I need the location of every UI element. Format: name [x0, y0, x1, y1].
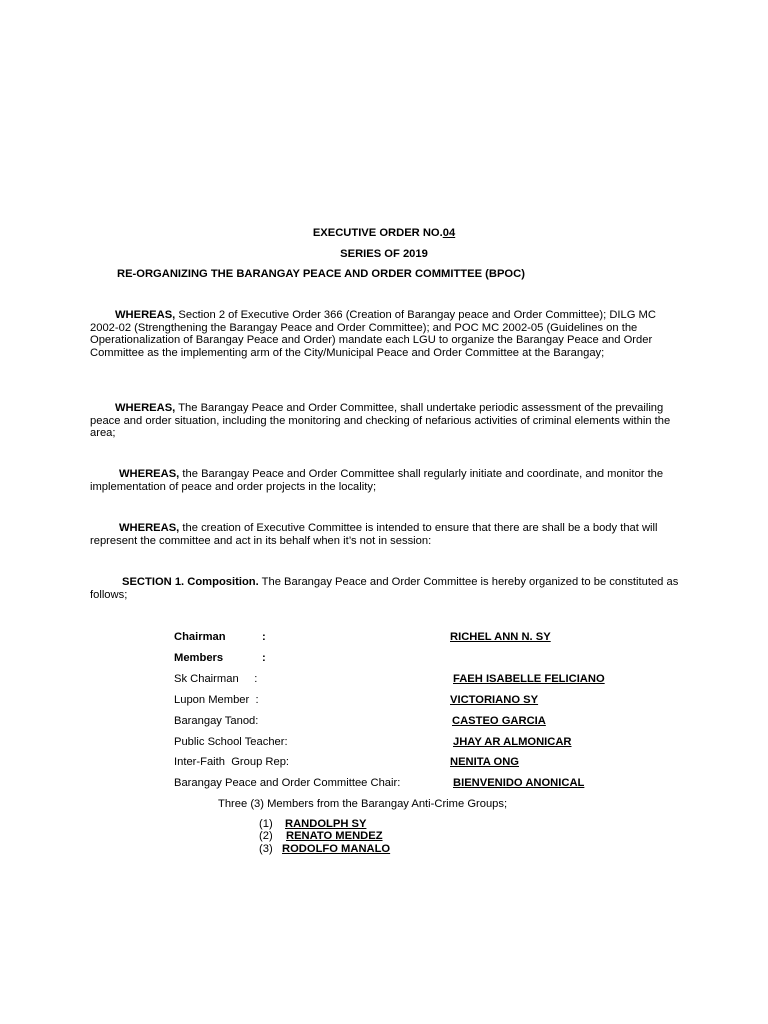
whereas-clause-1	[90, 309, 680, 359]
eo-number: 04	[442, 227, 456, 239]
anti-crime-member-name: RODOLFO MANALO	[282, 843, 391, 855]
school-teacher-name: JHAY AR ALMONICAR	[453, 736, 572, 748]
whereas-clause-3	[90, 468, 680, 493]
whereas-lead: WHEREAS,	[115, 309, 176, 321]
bpoc-chair-name: BIENVENIDO ANONICAL	[453, 777, 585, 789]
chairman-colon: :	[262, 631, 266, 643]
whereas-body: Section 2 of Executive Order 366 (Creation of Barangay peace and Order Committee); DILG MC 2002-02 (Strengthening the Barangay Peace and Order Committee); and POC MC 2002-05 (Guidelines on the Operationalization of Barangay Peace and Order) mandate each LGU to organize the Barangay Peace and Order Committee as the implementing arm of the City/Municipal Peace and Order Committee at the Barangay;	[90, 309, 656, 359]
sk-chairman-name: FAEH ISABELLE FELICIANO	[453, 673, 605, 685]
whereas-lead: WHEREAS,	[115, 402, 176, 414]
executive-order-title	[0, 227, 768, 240]
members-colon: :	[262, 652, 266, 664]
order-subject: RE-ORGANIZING THE BARANGAY PEACE AND ORDER COMMITTEE (BPOC)	[117, 268, 525, 280]
lupon-member-name: VICTORIANO SY	[450, 694, 539, 706]
series-line: SERIES OF 2019	[340, 248, 428, 260]
whereas-body: the Barangay Peace and Order Committee shall regularly initiate and coordinate, and monitor the implementation of peace and order projects in the locality;	[90, 468, 664, 493]
section-1-composition	[90, 576, 680, 601]
barangay-tanod-name: CASTEO GARCIA	[452, 715, 546, 727]
anti-crime-intro: Three (3) Members from the Barangay Anti-Crime Groups;	[218, 798, 508, 810]
chairman-name: RICHEL ANN N. SY	[450, 631, 551, 643]
barangay-tanod-label: Barangay Tanod:	[174, 715, 259, 727]
inter-faith-label: Inter-Faith Group Rep:	[174, 756, 290, 768]
anti-crime-member-name: RANDOLPH SY	[285, 818, 367, 830]
eo-label: EXECUTIVE ORDER NO.	[312, 227, 443, 239]
anti-crime-member-name: RENATO MENDEZ	[286, 830, 383, 842]
lupon-member-label: Lupon Member :	[174, 694, 259, 706]
bpoc-chair-label: Barangay Peace and Order Committee Chair:	[174, 777, 401, 789]
whereas-clause-4	[90, 522, 680, 547]
inter-faith-name: NENITA ONG	[450, 756, 519, 768]
whereas-body: the creation of Executive Committee is intended to ensure that there are shall be a body that will represent the committee and act in its behalf when it’s not in session:	[90, 522, 658, 547]
chairman-label: Chairman	[174, 631, 226, 643]
school-teacher-label: Public School Teacher:	[174, 736, 288, 748]
anti-crime-number: (3)	[259, 843, 273, 855]
section-1-lead: SECTION 1. Composition.	[122, 576, 259, 588]
anti-crime-number: (1)	[259, 818, 273, 830]
sk-chairman-label: Sk Chairman :	[174, 673, 258, 685]
whereas-body: The Barangay Peace and Order Committee, shall undertake periodic assessment of the prevailing peace and order situation, including the monitoring and checking of nefarious activities of criminal elements within the area;	[90, 402, 671, 440]
section-1-body: The Barangay Peace and Order Committee is hereby organized to be constituted as follows;	[90, 576, 679, 601]
members-label: Members	[174, 652, 224, 664]
whereas-lead: WHEREAS,	[119, 468, 180, 480]
whereas-lead: WHEREAS,	[119, 522, 180, 534]
whereas-clause-2	[90, 402, 680, 440]
anti-crime-number: (2)	[259, 830, 273, 842]
